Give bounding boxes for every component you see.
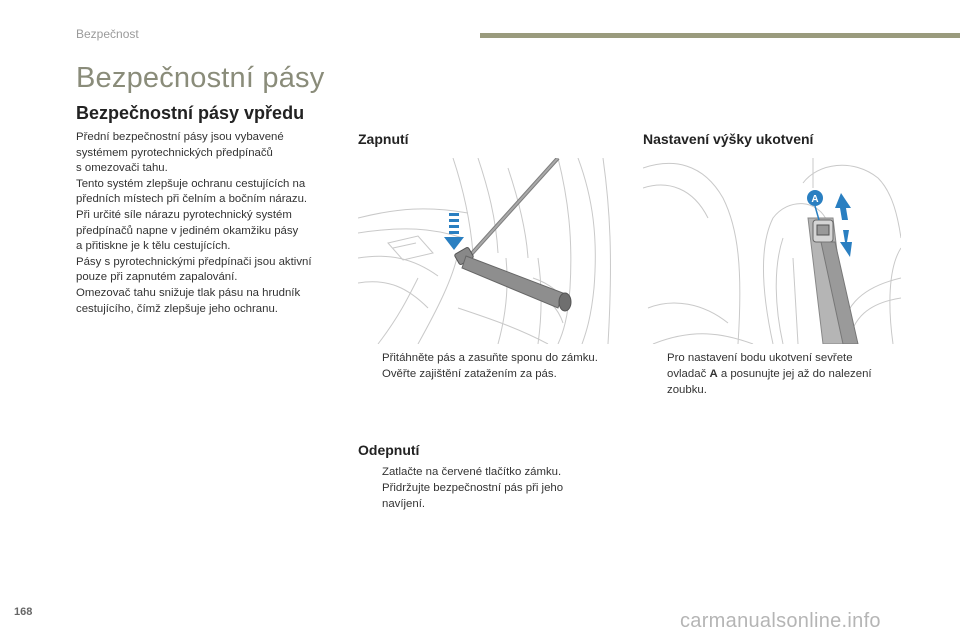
step-text: Ověřte zajištění zatažením za pás. — [382, 368, 557, 380]
anchor-label-a: A — [811, 194, 819, 205]
anchor-height-illustration — [643, 158, 901, 344]
unfastening-steps — [358, 464, 628, 512]
page-number: 168 — [14, 606, 33, 618]
intro-line: Při určité síle nárazu pyrotechnický systém — [76, 208, 292, 221]
intro-line: předních místech při čelním a bočním nárazu. — [76, 193, 308, 206]
section-title: Bezpečnostní pásy vpředu — [76, 103, 305, 123]
intro-line: a přitiskne je k tělu cestujících. — [76, 240, 231, 253]
step-text: Pro nastavení bodu ukotvení sevřete — [667, 352, 853, 364]
intro-line: s omezovači tahu. — [76, 162, 168, 175]
header-section-label: Bezpečnost — [76, 27, 139, 41]
list-item — [358, 366, 628, 382]
intro-line: předpínačů napne v jediném okamžiku pásy — [76, 224, 299, 237]
list-item — [358, 464, 628, 480]
fastening-steps — [358, 350, 628, 382]
list-item — [358, 350, 628, 366]
intro-line: cestujícího, čímž zlepšuje jeho ochranu. — [76, 302, 278, 315]
control-label-a: A — [709, 368, 718, 380]
intro-line: pouze při zapnutém zapalování. — [76, 271, 238, 284]
intro-line: systémem pyrotechnických předpínačů — [76, 146, 273, 159]
header-accent-bar — [480, 33, 960, 38]
step-text-cont: a posunujte jej až do nalezení — [720, 368, 872, 380]
step-text: Zatlačte na červené tlačítko zámku. — [382, 466, 562, 478]
height-adjust-title: Nastavení výšky ukotvení — [643, 131, 814, 147]
watermark-text: carmanualsonline.info — [680, 610, 881, 632]
unfastening-title: Odepnutí — [358, 442, 420, 458]
list-item — [643, 350, 913, 398]
intro-line: Pásy s pyrotechnickými předpínači jsou aktivní — [76, 255, 312, 268]
step-text: Přidržujte bezpečnostní pás při jeho — [382, 482, 564, 494]
intro-paragraph — [76, 130, 346, 317]
seatbelt-fastening-illustration — [358, 158, 616, 344]
intro-line: Tento systém zlepšuje ochranu cestujících na — [76, 177, 306, 190]
list-item — [358, 480, 628, 512]
height-adjust-steps — [643, 350, 913, 398]
intro-line: Přední bezpečnostní pásy jsou vybavené — [76, 131, 284, 143]
step-text-cont: zoubku. — [667, 384, 707, 396]
step-text: Přitáhněte pás a zasuňte sponu do zámku. — [382, 352, 598, 364]
step-text-cont: navíjení. — [382, 498, 426, 510]
fastening-title: Zapnutí — [358, 131, 409, 147]
step-text-cont: ovladač — [667, 368, 707, 380]
page-title: Bezpečnostní pásy — [76, 62, 325, 94]
intro-line: Omezovač tahu snižuje tlak pásu na hrudník — [76, 286, 301, 299]
